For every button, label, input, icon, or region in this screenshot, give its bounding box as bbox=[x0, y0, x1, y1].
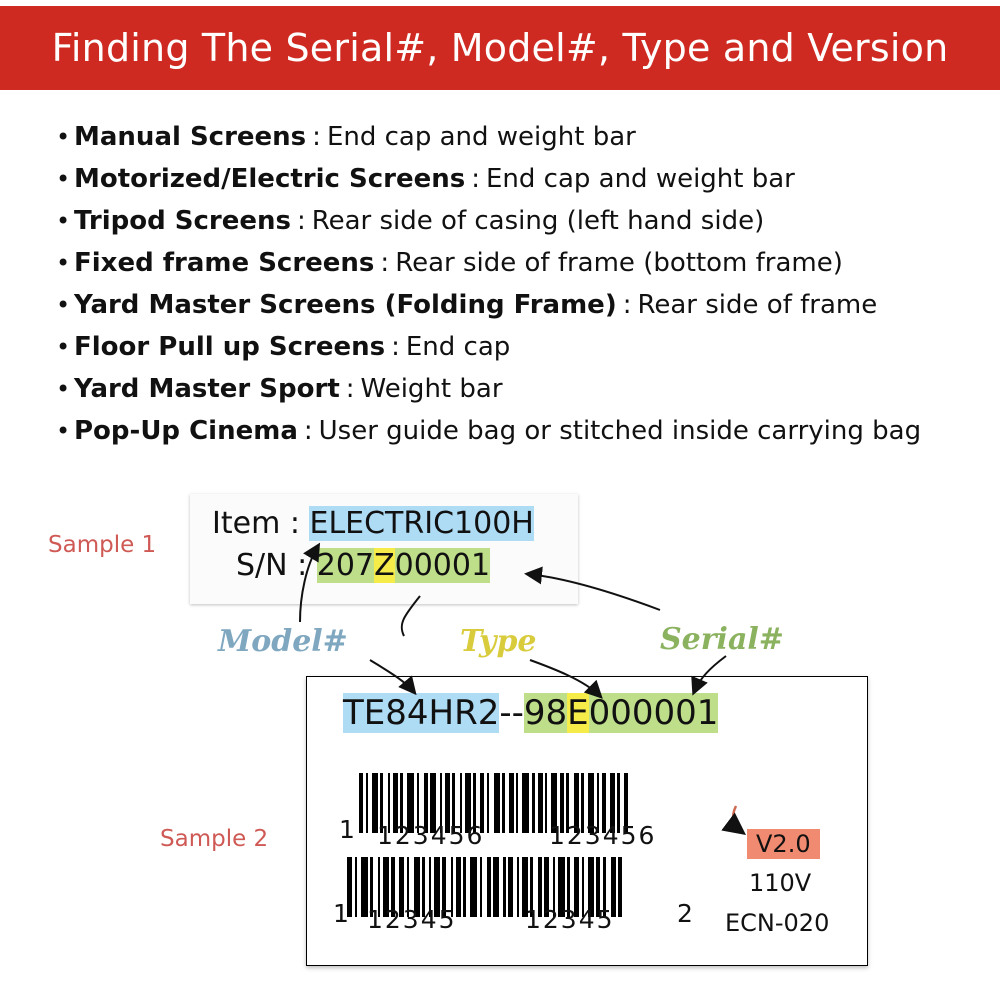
list-item-term: Tripod Screens bbox=[74, 206, 291, 236]
list-item bbox=[56, 410, 976, 452]
list-item-separator: : bbox=[312, 122, 321, 152]
barcode-upper-left-digit: 1 bbox=[339, 815, 355, 844]
list-item-separator: : bbox=[471, 164, 480, 194]
sample-1-card bbox=[190, 494, 578, 604]
version-value: V2.0 bbox=[747, 829, 820, 859]
list-item-term: Fixed frame Screens bbox=[74, 248, 375, 278]
sn-prefix-label: S/N : bbox=[236, 548, 308, 583]
list-item bbox=[56, 158, 976, 200]
list-item-separator: : bbox=[380, 248, 390, 278]
list-item-description: End cap and weight bar bbox=[326, 122, 636, 152]
bullet-icon: • bbox=[56, 417, 71, 445]
list-item bbox=[56, 284, 976, 326]
list-item bbox=[56, 368, 976, 410]
sn-type-char: Z bbox=[374, 548, 395, 583]
sn-serial-prefix: 207 bbox=[316, 548, 375, 583]
item-model-value: ELECTRIC100H bbox=[309, 506, 534, 541]
item-prefix-label: Item : bbox=[212, 506, 300, 541]
list-item bbox=[56, 242, 976, 284]
code-serial-prefix: 98 bbox=[523, 693, 568, 733]
bullet-icon: • bbox=[56, 375, 71, 403]
list-item-description: Rear side of casing (left hand side) bbox=[311, 206, 765, 236]
barcode-lower-mid-digits: 12345 bbox=[367, 905, 457, 934]
barcode-lower-end-digit: 2 bbox=[677, 899, 693, 928]
barcode-upper-right-digits: 123456 bbox=[549, 821, 657, 850]
list-item-term: Pop-Up Cinema bbox=[74, 416, 298, 446]
sample-2-label: Sample 2 bbox=[160, 826, 269, 852]
annotation-type: Type bbox=[460, 624, 537, 659]
code-serial-suffix: 000001 bbox=[588, 693, 719, 733]
code-serial-value bbox=[524, 693, 719, 733]
list-item-term: Yard Master Screens (Folding Frame) bbox=[74, 290, 617, 320]
barcode-lower-right-digits: 12345 bbox=[525, 905, 615, 934]
bullet-icon: • bbox=[56, 249, 71, 277]
bullet-icon: • bbox=[56, 291, 71, 319]
barcode-lower-left-digit: 1 bbox=[333, 899, 349, 928]
page-title: Finding The Serial#, Model#, Type and Version bbox=[51, 26, 949, 70]
bullet-icon: • bbox=[56, 123, 71, 151]
bullet-icon: • bbox=[56, 333, 71, 361]
sn-serial-suffix: 00001 bbox=[394, 548, 491, 583]
list-item-separator: : bbox=[296, 206, 306, 236]
sn-value bbox=[317, 548, 490, 583]
list-item-description: Rear side of frame (bottom frame) bbox=[395, 248, 843, 278]
list-item-term: Manual Screens bbox=[74, 122, 307, 152]
code-model-value: TE84HR2 bbox=[343, 693, 500, 733]
sample-1-sn-line bbox=[236, 548, 490, 583]
bullet-icon: • bbox=[56, 207, 71, 235]
list-item-description: Rear side of frame bbox=[637, 290, 878, 320]
list-item-separator: : bbox=[622, 290, 632, 320]
list-item bbox=[56, 326, 976, 368]
sample-1-item-line bbox=[212, 506, 534, 541]
screen-location-list bbox=[56, 116, 976, 452]
list-item-separator: : bbox=[391, 332, 400, 362]
list-item-term: Yard Master Sport bbox=[74, 374, 340, 404]
list-item-separator: : bbox=[303, 416, 313, 446]
list-item-term: Floor Pull up Screens bbox=[74, 332, 386, 362]
list-item-separator: : bbox=[345, 374, 355, 404]
list-item-description: User guide bag or stitched inside carrying bag bbox=[318, 416, 922, 446]
barcode-upper-mid-digits: 123456 bbox=[377, 821, 485, 850]
list-item-description: Weight bar bbox=[360, 374, 503, 404]
code-dashes: -- bbox=[499, 693, 524, 733]
list-item bbox=[56, 116, 976, 158]
list-item-description: End cap and weight bar bbox=[485, 164, 795, 194]
annotation-model: Model# bbox=[218, 624, 348, 659]
header-banner bbox=[0, 6, 1000, 90]
sample-2-card bbox=[306, 676, 868, 966]
annotation-serial: Serial# bbox=[660, 622, 784, 657]
list-item-term: Motorized/Electric Screens bbox=[74, 164, 466, 194]
voltage-value: 110V bbox=[749, 869, 812, 897]
list-item bbox=[56, 200, 976, 242]
list-item-description: End cap bbox=[405, 332, 511, 362]
ecn-value: ECN-020 bbox=[725, 909, 830, 937]
code-type-char: E bbox=[567, 693, 589, 733]
bullet-icon: • bbox=[56, 165, 71, 193]
sample-2-code-line bbox=[343, 693, 718, 733]
sample-1-label: Sample 1 bbox=[48, 532, 157, 558]
